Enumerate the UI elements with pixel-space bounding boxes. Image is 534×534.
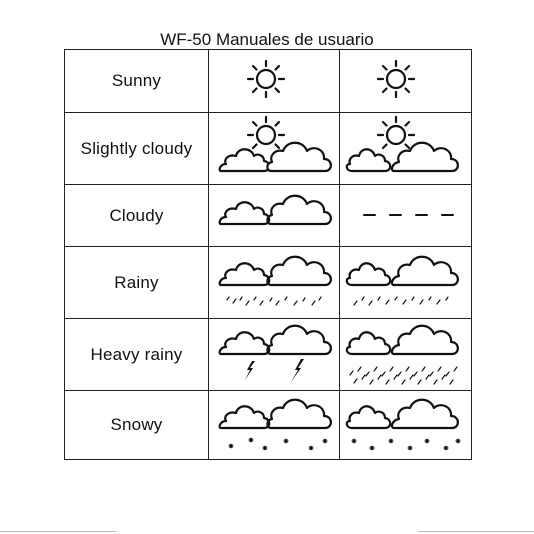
row-label-cloudy: Cloudy bbox=[109, 205, 164, 225]
table-row-heavy-rainy bbox=[65, 319, 471, 391]
clouds-heavy-rain-icon bbox=[340, 319, 471, 390]
dash-line-icon bbox=[340, 185, 471, 246]
table-row-sunny bbox=[65, 50, 471, 113]
table-row-snowy bbox=[65, 391, 471, 459]
sun-behind-two-clouds-icon bbox=[209, 113, 340, 184]
table-row-slightly-cloudy bbox=[65, 113, 471, 185]
clouds-lightning-icon bbox=[209, 319, 340, 390]
row-label-rainy: Rainy bbox=[114, 272, 159, 292]
sun-icon bbox=[209, 50, 340, 112]
page-title: WF-50 Manuales de usuario bbox=[160, 30, 374, 49]
row-label-heavy-rainy: Heavy rainy bbox=[90, 344, 183, 364]
two-clouds-icon bbox=[209, 185, 340, 246]
row-label-slightly-cloudy: Slightly cloudy bbox=[80, 138, 193, 158]
table-row-rainy bbox=[65, 247, 471, 319]
sun-behind-two-clouds-icon bbox=[340, 113, 471, 184]
clouds-snow-icon bbox=[340, 391, 471, 459]
row-label-snowy: Snowy bbox=[110, 415, 163, 434]
table-row-cloudy bbox=[65, 185, 471, 247]
clouds-snow-icon bbox=[209, 391, 340, 459]
sun-icon bbox=[340, 50, 471, 112]
page-edge-left bbox=[0, 531, 116, 532]
weather-icon-table bbox=[64, 49, 472, 460]
page-edge-right bbox=[418, 531, 534, 532]
row-label-sunny: Sunny bbox=[111, 71, 162, 90]
clouds-rain-icon bbox=[340, 247, 471, 318]
clouds-rain-icon bbox=[209, 247, 340, 318]
